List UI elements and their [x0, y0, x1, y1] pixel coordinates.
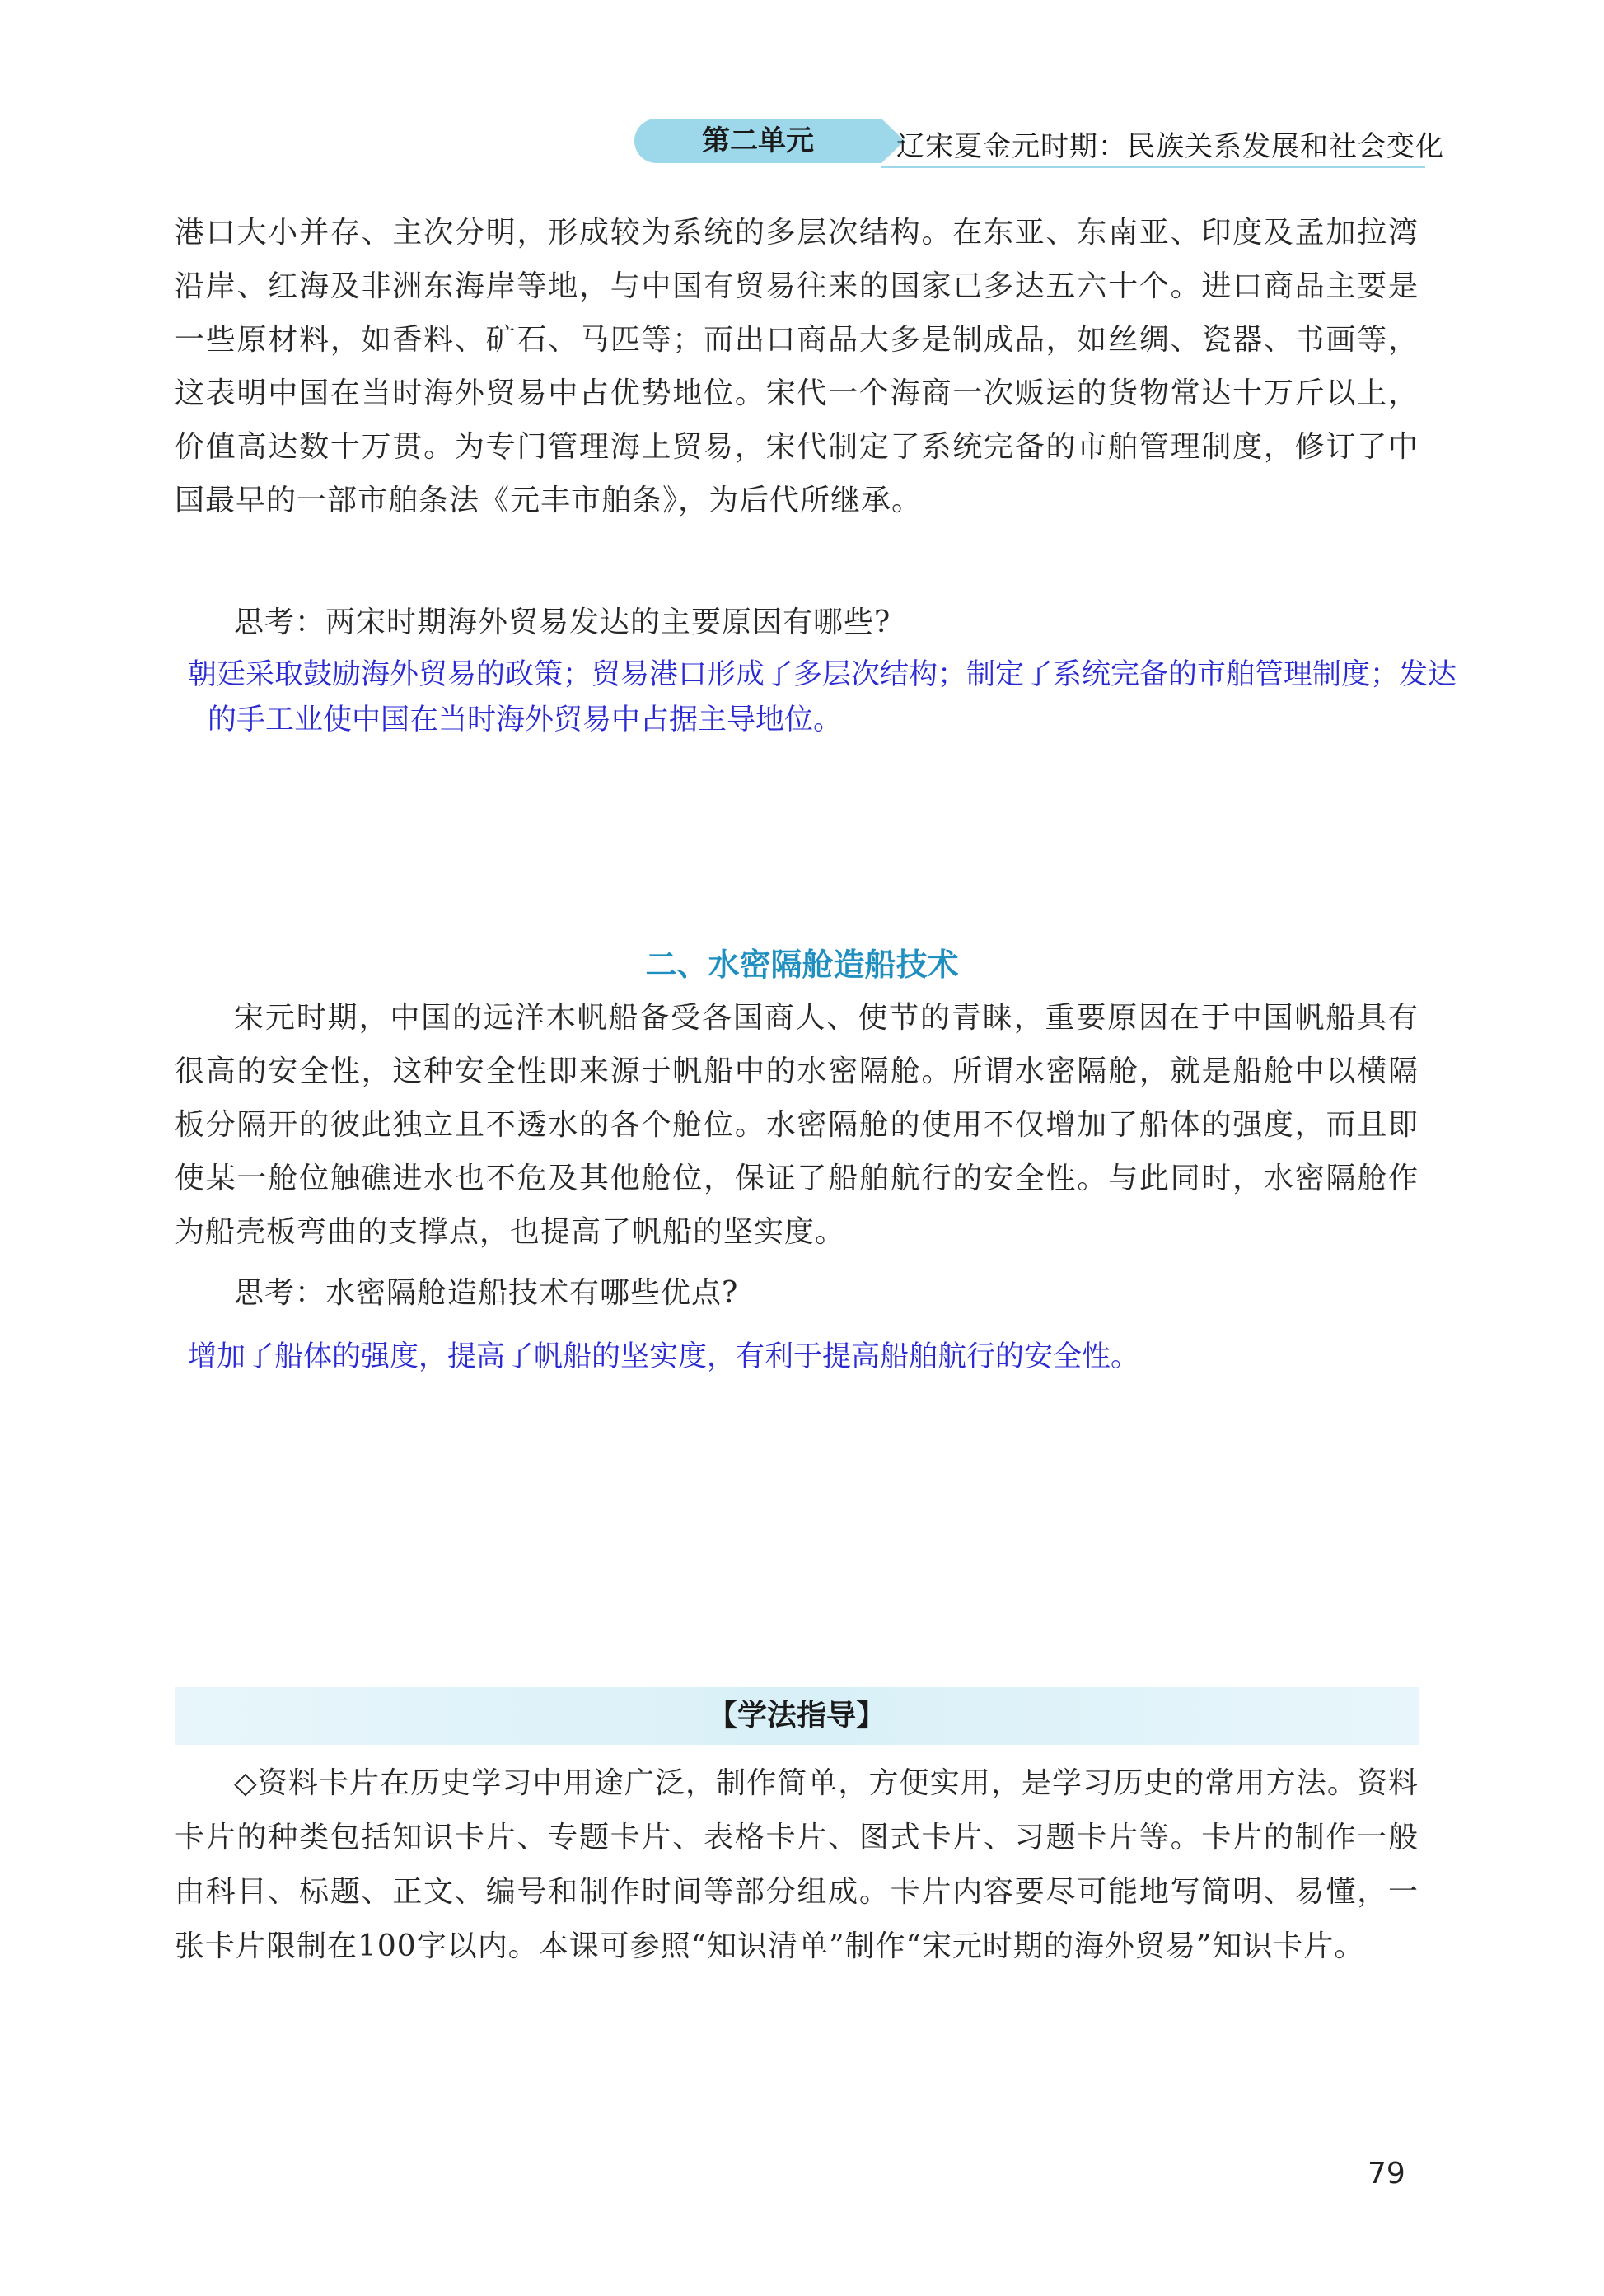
page-header: [634, 114, 1444, 170]
unit-label: 第二单元: [702, 124, 814, 157]
answer-watertight: 增加了船体的强度，提高了帆船的坚实度，有利于提高船舶航行的安全性。: [188, 1340, 1140, 1373]
paragraph-method: ◇资料卡片在历史学习中用途广泛，制作简单，方便实用，是学习历史的常用方法。资料卡片的种类包括知识卡片、专题卡片、表格卡片、图式卡片、习题卡片等。卡片的制作一般由科目、标题、正文、编号和制作时间等部分组成。卡片内容要尽可能地写简明、易懂，一张卡片限制在100字以内。本课可参照“知识清单”制作“宋元时期的海外贸易”知识卡片。: [175, 1766, 1419, 1963]
method-title: 【学法指导】: [707, 1699, 886, 1733]
paragraph-watertight: 宋元时期，中国的远洋木帆船备受各国商人、使节的青睐，重要原因在于中国帆船具有很高的安全性，这种安全性即来源于帆船中的水密隔舱。所谓水密隔舱，就是船舱中以横隔板分隔开的彼此独立且不透水的各个舱位。水密隔舱的使用不仅增加了船体的强度，而且即使某一舱位触礁进水也不危及其他舱位，保证了船舶航行的安全性。与此同时，水密隔舱作为船壳板弯曲的支撑点，也提高了帆船的坚实度。: [175, 1001, 1419, 1249]
header-divider: [881, 166, 1425, 168]
unit-subtitle: 辽宋夏金元时期：民族关系发展和社会变化: [896, 130, 1444, 163]
page-number: 79: [1368, 2157, 1405, 2191]
section-title-watertight: 二、水密隔舱造船技术: [645, 947, 959, 983]
question-trade: 思考：两宋时期海外贸易发达的主要原因有哪些?: [234, 606, 891, 639]
answer-trade: 朝廷采取鼓励海外贸易的政策；贸易港口形成了多层次结构；制定了系统完备的市舶管理制度；发达的手工业使中国在当时海外贸易中占据主导地位。: [188, 658, 1457, 736]
question-watertight: 思考：水密隔舱造船技术有哪些优点?: [234, 1276, 739, 1310]
paragraph-trade: 港口大小并存、主次分明，形成较为系统的多层次结构。在东亚、东南亚、印度及孟加拉湾沿岸、红海及非洲东海岸等地，与中国有贸易往来的国家已多达五六十个。进口商品主要是一些原材料，如香料、矿石、马匹等；而出口商品大多是制成品，如丝绸、瓷器、书画等，这表明中国在当时海外贸易中占优势地位。宋代一个海商一次贩运的货物常达十万斤以上，价值高达数十万贯。为专门管理海上贸易，宋代制定了系统完备的市舶管理制度，修订了中国最早的一部市舶条法《元丰市舶条》，为后代所继承。: [175, 216, 1419, 517]
